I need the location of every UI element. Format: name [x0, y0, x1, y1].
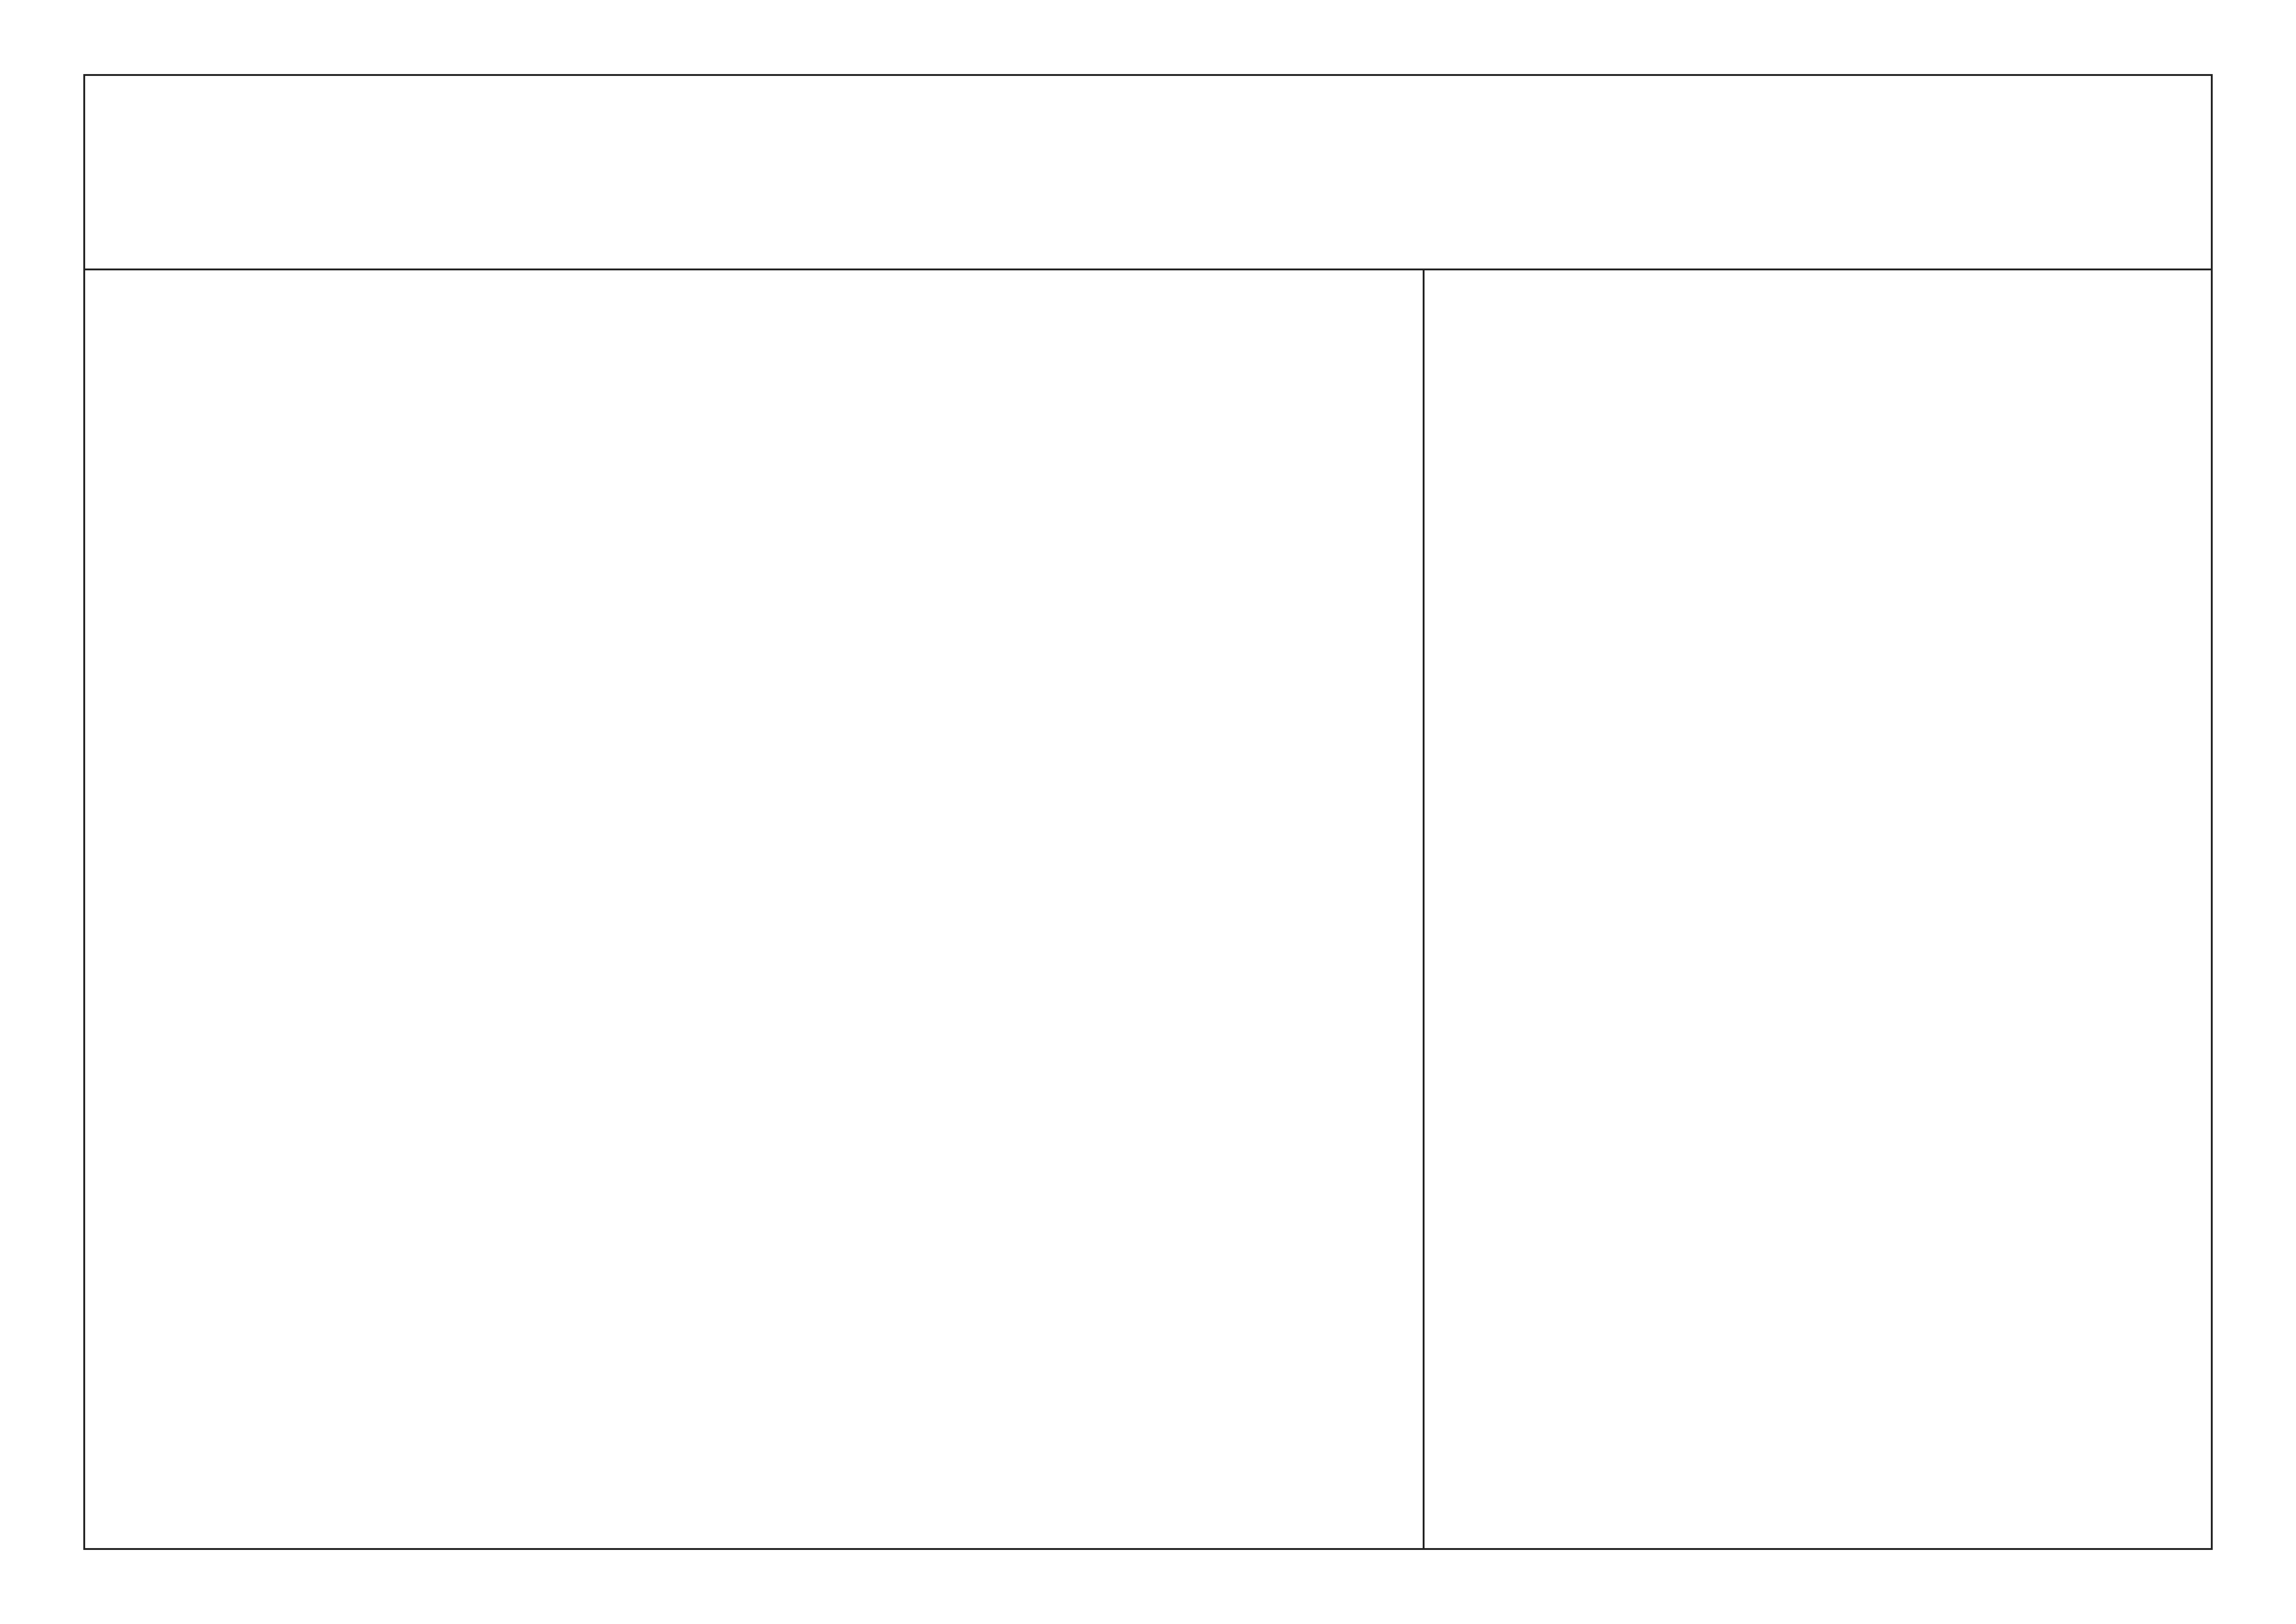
right-content-panel — [1425, 270, 2211, 1548]
document-frame — [83, 74, 2213, 1550]
left-content-panel — [85, 270, 1425, 1548]
title-band — [85, 76, 2211, 270]
